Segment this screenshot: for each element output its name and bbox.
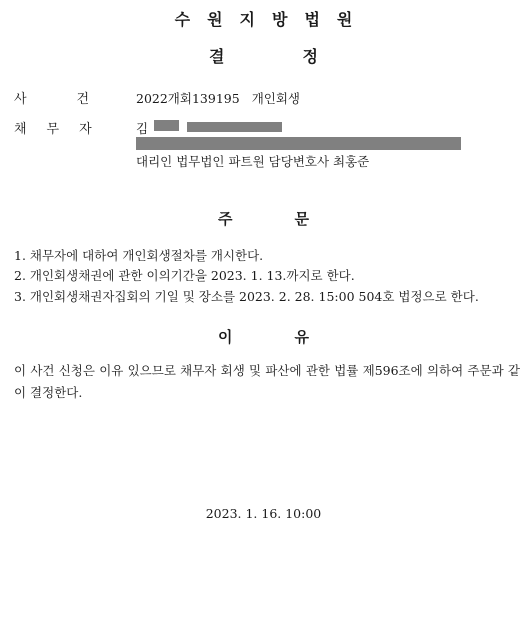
order-item: 3. 개인회생채권자집회의 기일 및 장소를 2023. 2. 28. 15:00 504호 법정으로 한다. xyxy=(14,289,479,304)
redaction-block xyxy=(154,120,179,131)
document-type: 결정 xyxy=(209,47,396,66)
redaction-block xyxy=(187,122,282,132)
reason-text: 이 사건 신청은 이유 있으므로 채무자 회생 및 파산에 관한 법률 제596조에 의하여 주문과 같이 결정한다. xyxy=(14,363,520,400)
case-value xyxy=(136,89,300,107)
order-item: 1. 채무자에 대하여 개인회생절차를 개시한다. xyxy=(14,248,264,263)
court-title: 수원지방법원 xyxy=(174,10,370,29)
reason-heading: 이유 xyxy=(218,328,371,346)
decision-date: 2023. 1. 16. 10:00 xyxy=(205,506,322,521)
debtor-name: 김 xyxy=(136,121,149,136)
case-name: 개인회생 xyxy=(251,91,300,106)
debtor-label: 채무자 xyxy=(14,122,112,137)
redaction-block xyxy=(136,137,461,150)
order-heading: 주문 xyxy=(218,210,371,228)
case-number: 2022개회139195 xyxy=(136,91,240,106)
representative: 대리인 법무법인 파트원 담당변호사 최홍준 xyxy=(136,154,370,169)
case-label: 사건 xyxy=(14,92,140,107)
order-item: 2. 개인회생채권에 관한 이의기간을 2023. 1. 13.까지로 한다. xyxy=(14,268,355,283)
